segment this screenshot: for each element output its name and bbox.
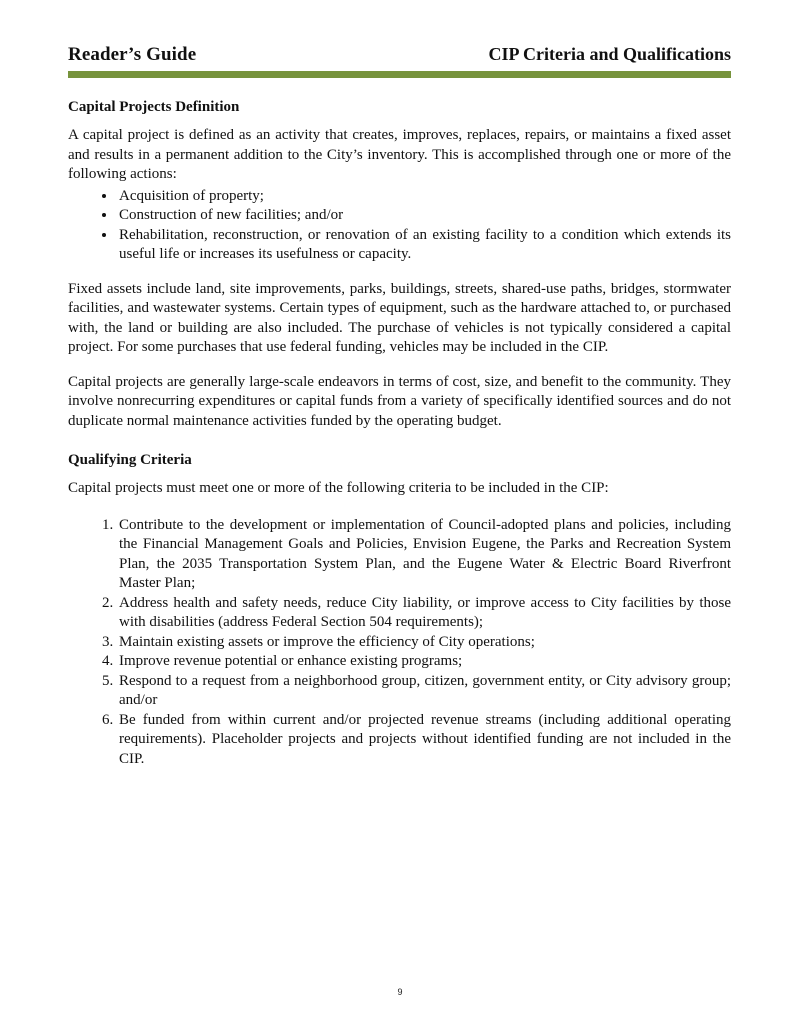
- numbered-item: 5. Respond to a request from a neighborhood group, citizen, government entity, or City advisory group; and/or: [117, 672, 731, 711]
- header-right-title: CIP Criteria and Qualifications: [488, 44, 731, 64]
- bullet-item: • Acquisition of property;: [117, 187, 731, 207]
- page-header: [68, 44, 731, 66]
- numbered-item: 1. Contribute to the development or implementation of Council-adopted plans and policies, including the Financial Management Goals and Policies, Envision Eugene, the Parks and Recreation System Plan, the 2035 Transportation System Plan, and the Eugene Water & Electric Board Riverfront Master Plan;: [117, 516, 731, 594]
- header-rule: [68, 71, 731, 78]
- header-left-title: Reader’s Guide: [68, 44, 197, 65]
- paragraph-large-scale: Capital projects are generally large-scale endeavors in terms of cost, size, and benefit to the community. They involve nonrecurring expenditures or capital funds from a variety of specifically identified sources and do not duplicate normal maintenance activities funded by the operating budget.: [68, 373, 731, 429]
- numbered-item: 4. Improve revenue potential or enhance existing programs;: [117, 652, 731, 672]
- paragraph-criteria-intro: Capital projects must meet one or more of the following criteria to be included in the CIP:: [68, 480, 609, 496]
- bullet-item: • Rehabilitation, reconstruction, or renovation of an existing facility to a condition which extends its useful life or increases its usefulness or capacity.: [117, 226, 731, 265]
- page-number: 9: [397, 987, 403, 997]
- paragraph-definition-intro: A capital project is defined as an activity that creates, improves, replaces, repairs, or maintains a fixed asset and results in a permanent addition to the City’s inventory. This is accomplished through one or more of the following actions:: [68, 127, 731, 182]
- paragraph-fixed-assets: Fixed assets include land, site improvements, parks, buildings, streets, shared-use paths, bridges, stormwater facilities, and wastewater systems. Certain types of equipment, such as the hardware attached to, or purchased with, the land or building are also included. The purchase of vehicles is not typically considered a capital project. For some purchases that use federal funding, vehicles may be included in the CIP.: [68, 280, 731, 355]
- numbered-item: 3. Maintain existing assets or improve the efficiency of City operations;: [117, 633, 731, 653]
- numbered-item: 6. Be funded from within current and/or projected revenue streams (including additional operating requirements). Placeholder projects and projects without identified funding are not included in the CIP.: [117, 711, 731, 770]
- numbered-list-criteria: [68, 516, 731, 770]
- numbered-item: 2. Address health and safety needs, reduce City liability, or improve access to City facilities by those with disabilities (address Federal Section 504 requirements);: [117, 594, 731, 633]
- bullet-item: • Construction of new facilities; and/or: [117, 206, 731, 226]
- section-heading-capital-projects-definition: Capital Projects Definition: [68, 99, 240, 115]
- page-content: [68, 44, 731, 769]
- bullet-list-actions: [68, 187, 731, 265]
- section-heading-qualifying-criteria: Qualifying Criteria: [68, 452, 192, 468]
